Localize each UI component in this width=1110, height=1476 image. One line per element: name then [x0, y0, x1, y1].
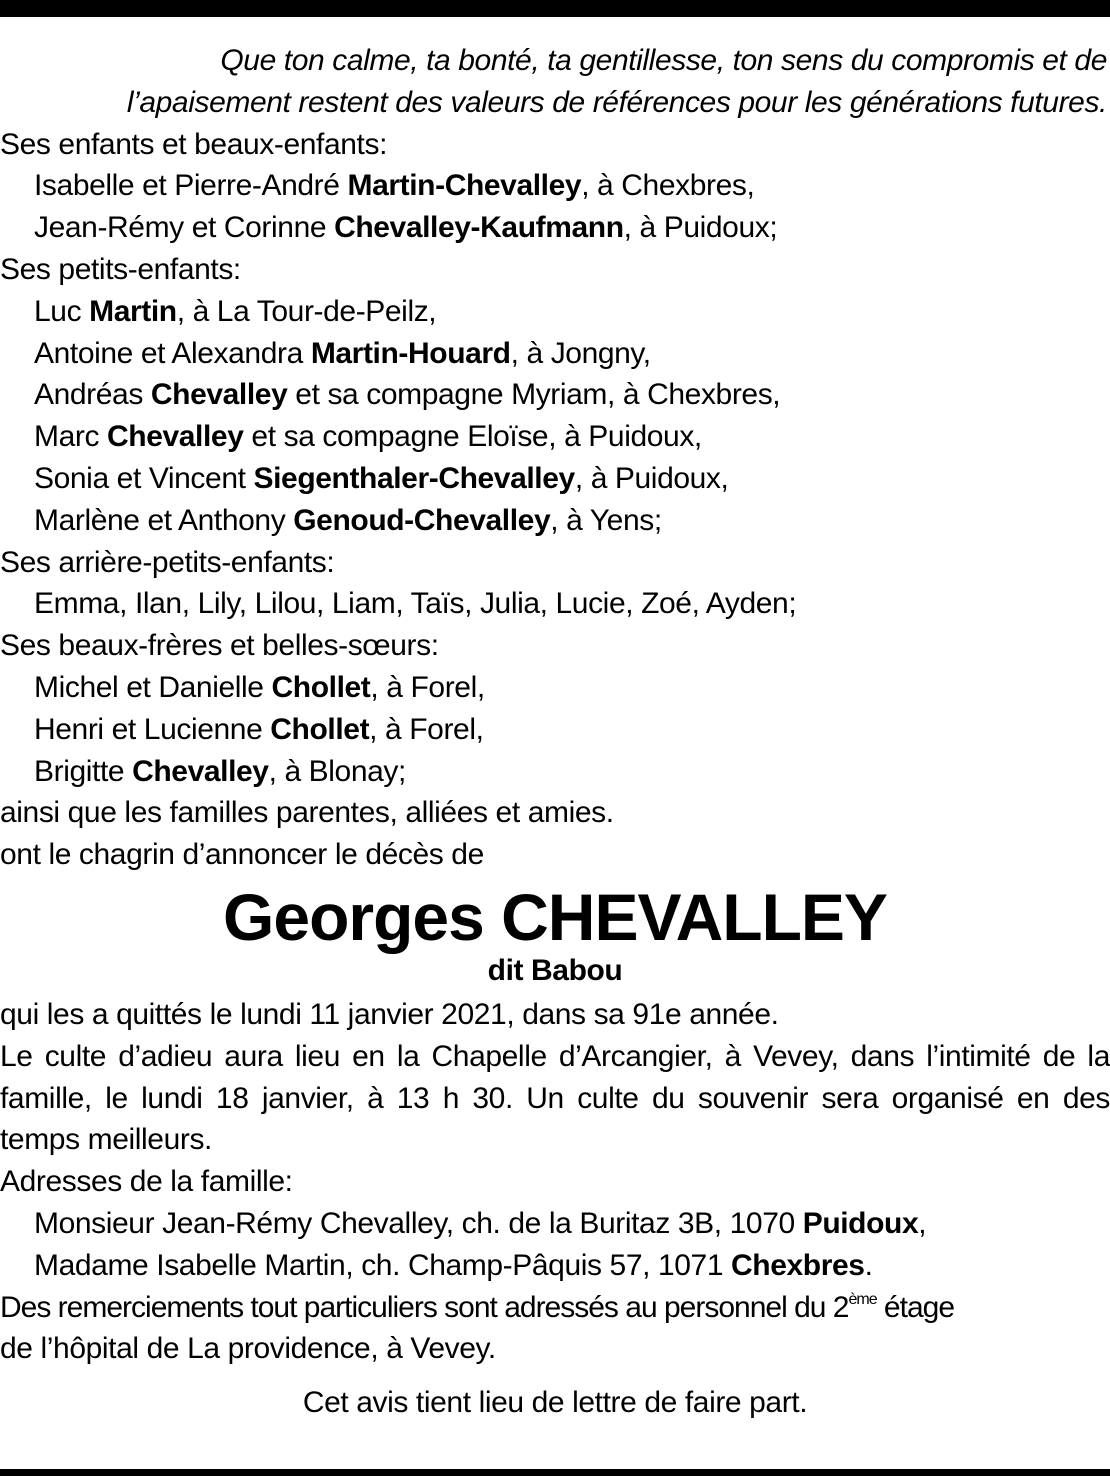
others-line: ainsi que les familles parentes, alliées et amies. [0, 796, 614, 830]
family-entry: Henri et Lucienne Chollet, à Forel, [34, 712, 484, 746]
family-entry: Andréas Chevalley et sa compagne Myriam, à Chexbres, [34, 378, 781, 412]
announcement-line: ont le chagrin d’annoncer le décès de [0, 838, 484, 872]
in-laws-heading: Ses beaux-frères et belles-sœurs: [0, 629, 439, 663]
family-entry: Luc Martin, à La Tour-de-Peilz, [34, 294, 437, 328]
surname: Chevalley [107, 420, 244, 454]
surname: Siegenthaler-Chevalley [253, 461, 575, 495]
family-entry: Brigitte Chevalley, à Blonay; [34, 754, 406, 788]
thanks-line-2: de l’hôpital de La providence, à Vevey. [0, 1332, 496, 1366]
address-entry: Madame Isabelle Martin, ch. Champ-Pâquis 57, 1071 Chexbres. [34, 1248, 873, 1282]
grandchildren-heading: Ses petits-enfants: [0, 252, 241, 286]
deceased-block [0, 880, 1110, 988]
bottom-border-rule [0, 1469, 1110, 1476]
family-entry: Jean-Rémy et Corinne Chevalley-Kaufmann, à Puidoux; [34, 211, 778, 245]
address-city: Chexbres [731, 1248, 865, 1282]
family-entry: Marlène et Anthony Genoud-Chevalley, à Yens; [34, 503, 662, 537]
death-details: qui les a quittés le lundi 11 janvier 2021, dans sa 91e année. [0, 997, 779, 1031]
address-city: Puidoux [802, 1206, 919, 1240]
superscript: ème [848, 1290, 877, 1308]
address-entry: Monsieur Jean-Rémy Chevalley, ch. de la Buritaz 3B, 1070 Puidoux, [34, 1206, 927, 1240]
closing-note: Cet avis tient lieu de lettre de faire part. [302, 1386, 808, 1420]
surname: Martin-Houard [310, 336, 511, 370]
deceased-name: Georges CHEVALLEY [223, 879, 887, 954]
surname: Chevalley [150, 378, 288, 412]
children-heading: Ses enfants et beaux-enfants: [0, 127, 387, 161]
surname: Genoud-Chevalley [293, 503, 551, 537]
surname: Chevalley-Kaufmann [334, 211, 624, 245]
family-entry: Isabelle et Pierre-André Martin-Chevalley, à Chexbres, [34, 169, 755, 203]
addresses-heading: Adresses de la famille: [0, 1165, 293, 1199]
surname: Chollet [271, 670, 371, 704]
family-entry: Antoine et Alexandra Martin-Houard, à Jongny, [34, 336, 651, 370]
service-details: Le culte d’adieu aura lieu en la Chapelle d’Arcangier, à Vevey, dans l’intimité de la famille, le lundi 18 janvier, à 13 h 30. Un culte du souvenir sera organisé en des temps meilleurs. [0, 1039, 1110, 1157]
surname: Chollet [270, 712, 370, 746]
surname: Martin-Chevalley [347, 169, 582, 203]
family-entry: Sonia et Vincent Siegenthaler-Chevalley, à Puidoux, [34, 461, 729, 495]
top-border-rule [0, 0, 1110, 17]
obituary-notice [0, 40, 1110, 1424]
deceased-nickname: dit Babou [487, 953, 623, 987]
epitaph-quote [0, 40, 1110, 124]
thanks-line: Des remerciements tout particuliers sont adressés au personnel du 2ème étage [0, 1290, 955, 1324]
family-entry: Marc Chevalley et sa compagne Eloïse, à Puidoux, [34, 420, 702, 454]
great-grandchildren-heading: Ses arrière-petits-enfants: [0, 545, 335, 579]
great-grandchildren-names: Emma, Ilan, Lily, Lilou, Liam, Taïs, Julia, Lucie, Zoé, Ayden; [34, 587, 797, 621]
surname: Chevalley [132, 754, 269, 788]
family-entry: Michel et Danielle Chollet, à Forel, [34, 670, 485, 704]
surname: Martin [89, 294, 177, 328]
epitaph-line: l’apaisement restent des valeurs de références pour les générations futures. [126, 85, 1107, 119]
epitaph-line: Que ton calme, ta bonté, ta gentillesse, ton sens du compromis et de [220, 44, 1107, 77]
